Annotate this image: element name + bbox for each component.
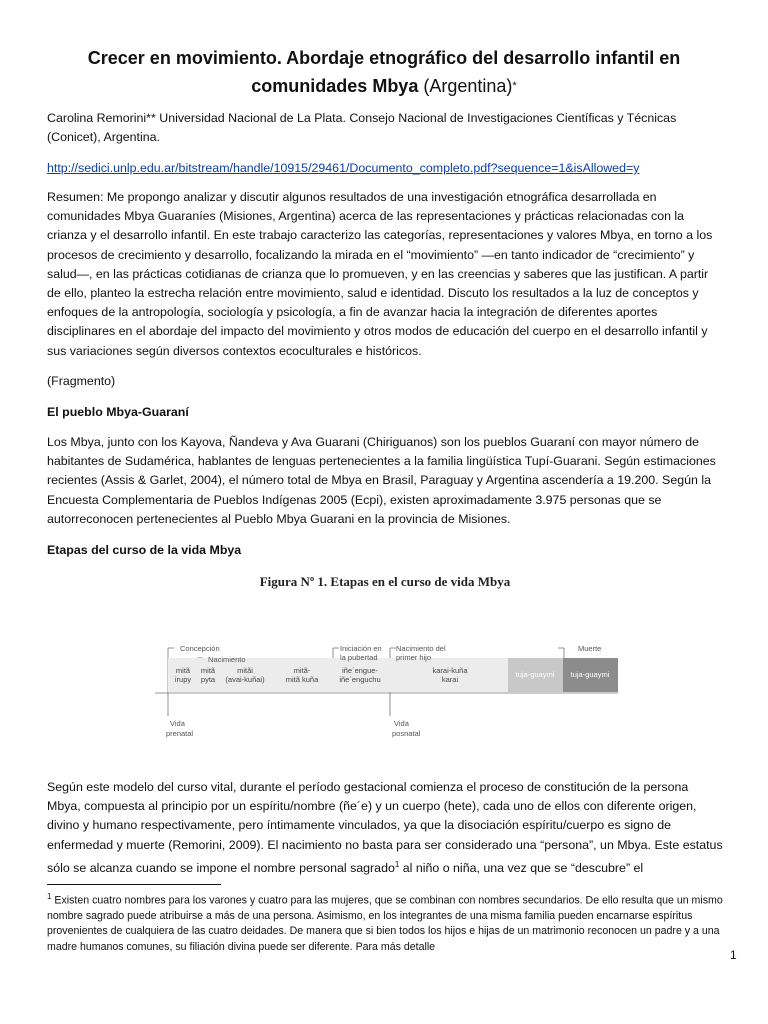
section-mbya-text: Los Mbya, junto con los Kayova, Ñandeva y Ava Guarani (Chiriguanos) son los pueblos Guaraní con mayor número de habitantes de Sudamérica, hablantes de lenguas pertenecientes a la familia lingüística Tupí-Guarani. Según estimaciones recientes (Assis & Garlet, 2004), el número total de Mbya en Brasil, Paraguay y Argentina ascendería a 19.200. Según la Encuesta Complementaria de Pueblos Indígenas 2005 (Ecpi), existen aproximadamente 3.975 personas que se autorreconocen pertenecientes al Pueblo Mbya Guarani en la provincia de Misiones. [47,435,716,526]
life-stages-diagram [150,596,620,764]
stage-6-line2: karai [441,675,459,684]
event-iniciacion-2: la pubertad [340,653,378,662]
footnote [47,889,737,955]
stage-5-line1: iñe´engue- [342,666,378,675]
source-link-block [47,159,723,178]
stage-3-line1: mitãi [237,666,253,675]
stage-4-line1: mitã- [293,666,311,675]
abstract: Resumen: Me propongo analizar y discutir algunos resultados de una investigación etnográfica desarrollada en comunidades Mbya Guaraníes (Misiones, Argentina) acerca de las representaciones y prácticas relacionadas con la crianza y el desarrollo infantil. En este trabajo caracterizo las categorías, representaciones y valores Mbya, en torno a los procesos de crecimiento y desarrollo, focalizando la mirada en el “movimiento” —en tanto indicador de “crecimiento” y salud—, en las prácticas cotidianas de crianza que lo promueven, y en las creencias y saberes que las justifican. A partir de ello, planteo la estrecha relación entre movimiento, salud e identidad. Discuto los resultados a la luz de conceptos y enfoques de la antropología, sociología y psicología, a fin de avanzar hacia la integración de diferentes aportes disciplinares en el abordaje del impacto del movimiento y otros modos de educación del cuerpo en el desarrollo infantil y sus variaciones según diversos contextos ecoculturales e históricos. [47,190,713,358]
event-concepcion: Concepción [180,644,220,653]
stage-3-line2: (avai-kuñai) [225,675,265,684]
stage-4-line2: mitã kuña [285,675,319,684]
footnote-text: Existen cuatro nombres para los varones y cuatro para las mujeres, que se combinan con nombres secundarios. De ello resulta que un mismo nombre sagrado puede atribuirse a más de una persona. Asimismo, en los integrantes de una misma familia pueden encarnarse espíritus provenientes de cualquiera de las cuatro deidades. De manera que si bien todos los hijos e hijas de un matrimonio reconocen un padre y a una madre humanos comunes, su filiación divina puede ser diferente. Para más detalle [47,894,723,953]
figure-title: Figura Nº 1. Etapas en el curso de vida Mbya [259,574,511,589]
fragment-label: (Fragmento) [47,374,116,388]
event-iniciacion-1: Iniciación en [340,644,382,653]
title-country: (Argentina) [423,76,513,96]
section-stages-text [47,778,723,878]
section-heading-mbya: El pueblo Mbya-Guaraní [47,405,189,419]
bottom-prenatal-2: prenatal [166,729,194,738]
stage-1-line1: mitã [175,666,191,675]
life-stages-figure [150,574,620,764]
section-heading-stages: Etapas del curso de la vida Mbya [47,543,242,557]
section-stages-text-main: Según este modelo del curso vital, durante el período gestacional comienza el proceso de constitución de la persona Mbya, compuesta al principio por un espíritu/nombre (ñe´e) y un cuerpo (hete), cada uno de ellos con diferente origen, divino y humano respectivamente, pero íntimamente vinculados, ya que la disociación espíritu/cuerpo es signo de enfermedad y muerte (Remorini, 2009). El nacimiento no basta para ser considerado una “persona”, un Mbya. Este estatus sólo se alcanza cuando se impone el nombre personal sagrado [47,780,723,875]
stage-7: tuja-guaymi [515,670,555,679]
bottom-posnatal-2: posnatal [392,729,421,738]
bottom-posnatal-1: Vida [394,719,409,728]
footnote-ref[interactable]: 1 [394,859,400,869]
document-title [60,44,708,100]
stage-2-line1: mitã [200,666,216,675]
title-footnote-mark: * [512,80,517,92]
source-link[interactable]: http://sedici.unlp.edu.ar/bitstream/handle/10915/29461/Documento_completo.pdf?sequence=1&isAllowed=y [47,161,640,175]
author-affiliation: Carolina Remorini** Universidad Nacional de La Plata. Consejo Nacional de Investigaciones Científicas y Técnicas (Conicet), Argentina. [47,111,677,145]
event-primer-hijo-2: primer hijo [396,653,432,662]
stage-1-line2: irupy [174,675,192,684]
event-nacimiento: Nacimiento [208,655,246,664]
stage-6-line1: karai-kuña [432,666,468,675]
footnote-divider [47,884,221,885]
stage-2-line2: pyta [200,675,216,684]
title-main: Crecer en movimiento. Abordaje etnográfico del desarrollo infantil en comunidades Mbya [87,48,681,96]
bottom-prenatal-1: Vida [170,719,185,728]
event-primer-hijo-1: Nacimiento del [396,644,446,653]
stage-8: tuja-guaymi [570,670,610,679]
stage-5-line2: iñe´enguchu [339,675,381,684]
page-number: 1 [730,948,737,962]
event-muerte: Muerte [578,644,602,653]
footnote-number: 1 [47,892,52,901]
section-stages-text-end: al niño o niña, una vez que se “descubre” el [399,860,644,875]
